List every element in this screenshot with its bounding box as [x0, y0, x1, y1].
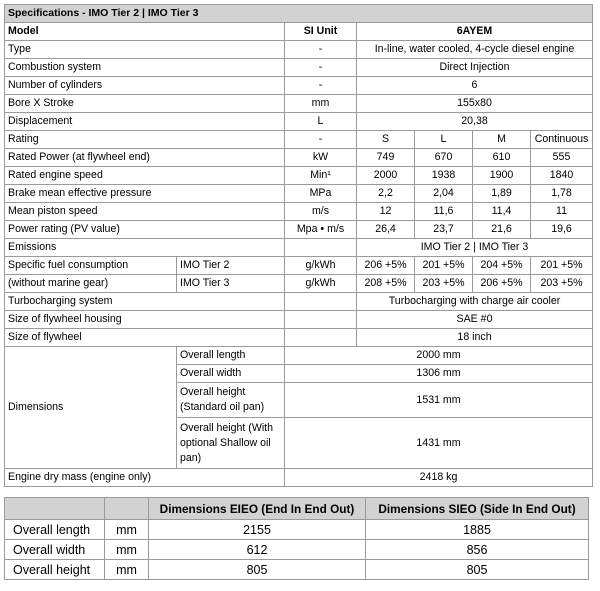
- label-emissions: Emissions: [5, 239, 285, 257]
- label-rated-power: Rated Power (at flywheel end): [5, 149, 285, 167]
- label-rating: Rating: [5, 131, 285, 149]
- value-combustion: Direct Injection: [357, 59, 593, 77]
- value-flywheel: 18 inch: [357, 329, 593, 347]
- label-cylinders: Number of cylinders: [5, 77, 285, 95]
- sub-sfc-tier3: IMO Tier 3: [177, 275, 285, 293]
- piston-speed-continuous: 11: [531, 203, 593, 221]
- unit-flywheel-housing: [285, 311, 357, 329]
- piston-speed-s: 12: [357, 203, 415, 221]
- unit-rated-power: kW: [285, 149, 357, 167]
- label-sfc-note: (without marine gear): [5, 275, 177, 293]
- rated-power-m: 610: [473, 149, 531, 167]
- rated-power-l: 670: [415, 149, 473, 167]
- row-power-rating: [5, 221, 593, 239]
- label-turbo: Turbocharging system: [5, 293, 285, 311]
- dims-header-unit-blank: [105, 498, 149, 520]
- power-rating-m: 21,6: [473, 221, 531, 239]
- sfc-tier2-continuous: 201 +5%: [531, 257, 593, 275]
- dims-header-row: [5, 498, 589, 520]
- row-bore: [5, 95, 593, 113]
- spec-header-row: [5, 23, 593, 41]
- label-displacement: Displacement: [5, 113, 285, 131]
- dims-width-label: Overall width: [5, 540, 105, 560]
- power-rating-l: 23,7: [415, 221, 473, 239]
- dims-length-unit: mm: [105, 520, 149, 540]
- row-flywheel: [5, 329, 593, 347]
- unit-rated-speed: Min¹: [285, 167, 357, 185]
- row-rated-power: [5, 149, 593, 167]
- label-flywheel-housing: Size of flywheel housing: [5, 311, 285, 329]
- dims-height-label: Overall height: [5, 560, 105, 580]
- dim-length-label: Overall length: [177, 347, 285, 365]
- dims-height-eieo: 805: [149, 560, 366, 580]
- dims-header-sieo: Dimensions SIEO (Side In End Out): [366, 498, 589, 520]
- rated-power-continuous: 555: [531, 149, 593, 167]
- row-dim-length: [5, 347, 593, 365]
- rated-power-s: 749: [357, 149, 415, 167]
- label-dimensions: Dimensions: [5, 347, 177, 469]
- header-model: Model: [5, 23, 285, 41]
- dims-row-length: [5, 520, 589, 540]
- gear-dimensions-table: [4, 497, 589, 580]
- rating-l: L: [415, 131, 473, 149]
- row-bmep: [5, 185, 593, 203]
- rated-speed-continuous: 1840: [531, 167, 593, 185]
- row-rated-speed: [5, 167, 593, 185]
- sub-sfc-tier2: IMO Tier 2: [177, 257, 285, 275]
- dim-length-value: 2000 mm: [285, 347, 593, 365]
- unit-displacement: L: [285, 113, 357, 131]
- label-power-rating: Power rating (PV value): [5, 221, 285, 239]
- label-flywheel: Size of flywheel: [5, 329, 285, 347]
- row-sfc-tier2: [5, 257, 593, 275]
- dim-height-standard-label: Overall height (Standard oil pan): [177, 383, 285, 418]
- row-emissions: [5, 239, 593, 257]
- value-cylinders: 6: [357, 77, 593, 95]
- label-bmep: Brake mean effective pressure: [5, 185, 285, 203]
- header-si-unit: SI Unit: [285, 23, 357, 41]
- row-turbo: [5, 293, 593, 311]
- unit-combustion: -: [285, 59, 357, 77]
- value-flywheel-housing: SAE #0: [357, 311, 593, 329]
- value-type: In-line, water cooled, 4-cycle diesel engine: [357, 41, 593, 59]
- sfc-tier3-l: 203 +5%: [415, 275, 473, 293]
- value-dry-mass: 2418 kg: [285, 469, 593, 487]
- sfc-tier2-l: 201 +5%: [415, 257, 473, 275]
- dims-row-width: [5, 540, 589, 560]
- label-dry-mass: Engine dry mass (engine only): [5, 469, 285, 487]
- label-combustion: Combustion system: [5, 59, 285, 77]
- rated-speed-l: 1938: [415, 167, 473, 185]
- dims-length-sieo: 1885: [366, 520, 589, 540]
- row-type: [5, 41, 593, 59]
- unit-bmep: MPa: [285, 185, 357, 203]
- rated-speed-m: 1900: [473, 167, 531, 185]
- unit-power-rating: Mpa • m/s: [285, 221, 357, 239]
- label-bore: Bore X Stroke: [5, 95, 285, 113]
- dims-height-sieo: 805: [366, 560, 589, 580]
- label-type: Type: [5, 41, 285, 59]
- piston-speed-m: 11,4: [473, 203, 531, 221]
- sfc-tier2-m: 204 +5%: [473, 257, 531, 275]
- rated-speed-s: 2000: [357, 167, 415, 185]
- row-displacement: [5, 113, 593, 131]
- value-displacement: 20,38: [357, 113, 593, 131]
- dims-width-sieo: 856: [366, 540, 589, 560]
- row-rating: [5, 131, 593, 149]
- sfc-tier3-m: 206 +5%: [473, 275, 531, 293]
- rating-continuous: Continuous: [531, 131, 593, 149]
- power-rating-s: 26,4: [357, 221, 415, 239]
- row-dry-mass: [5, 469, 593, 487]
- spec-title-row: [5, 5, 593, 23]
- unit-bore: mm: [285, 95, 357, 113]
- sfc-tier2-s: 206 +5%: [357, 257, 415, 275]
- dim-width-label: Overall width: [177, 365, 285, 383]
- dim-width-value: 1306 mm: [285, 365, 593, 383]
- row-cylinders: [5, 77, 593, 95]
- dims-length-eieo: 2155: [149, 520, 366, 540]
- dims-length-label: Overall length: [5, 520, 105, 540]
- dim-height-standard-value: 1531 mm: [285, 383, 593, 418]
- header-model-name: 6AYEM: [357, 23, 593, 41]
- sfc-tier3-continuous: 203 +5%: [531, 275, 593, 293]
- rating-s: S: [357, 131, 415, 149]
- dim-height-shallow-label: Overall height (With optional Shallow oil pan): [177, 418, 285, 469]
- bmep-m: 1,89: [473, 185, 531, 203]
- row-combustion: [5, 59, 593, 77]
- label-sfc: Specific fuel consumption: [5, 257, 177, 275]
- dims-width-eieo: 612: [149, 540, 366, 560]
- value-emissions: IMO Tier 2 | IMO Tier 3: [357, 239, 593, 257]
- row-sfc-tier3: [5, 275, 593, 293]
- dims-height-unit: mm: [105, 560, 149, 580]
- spec-title: Specifications - IMO Tier 2 | IMO Tier 3: [5, 5, 593, 23]
- dims-header-blank: [5, 498, 105, 520]
- unit-piston-speed: m/s: [285, 203, 357, 221]
- unit-rating: -: [285, 131, 357, 149]
- value-turbo: Turbocharging with charge air cooler: [357, 293, 593, 311]
- label-rated-speed: Rated engine speed: [5, 167, 285, 185]
- unit-type: -: [285, 41, 357, 59]
- unit-cylinders: -: [285, 77, 357, 95]
- value-bore: 155x80: [357, 95, 593, 113]
- dims-width-unit: mm: [105, 540, 149, 560]
- unit-turbo: [285, 293, 357, 311]
- row-flywheel-housing: [5, 311, 593, 329]
- label-piston-speed: Mean piston speed: [5, 203, 285, 221]
- dim-height-shallow-value: 1431 mm: [285, 418, 593, 469]
- bmep-s: 2,2: [357, 185, 415, 203]
- dims-header-eieo: Dimensions EIEO (End In End Out): [149, 498, 366, 520]
- specifications-table: [4, 4, 593, 487]
- bmep-l: 2,04: [415, 185, 473, 203]
- sfc-tier3-s: 208 +5%: [357, 275, 415, 293]
- bmep-continuous: 1,78: [531, 185, 593, 203]
- row-piston-speed: [5, 203, 593, 221]
- unit-sfc-tier2: g/kWh: [285, 257, 357, 275]
- unit-flywheel: [285, 329, 357, 347]
- unit-emissions: [285, 239, 357, 257]
- unit-sfc-tier3: g/kWh: [285, 275, 357, 293]
- piston-speed-l: 11,6: [415, 203, 473, 221]
- power-rating-continuous: 19,6: [531, 221, 593, 239]
- dims-row-height: [5, 560, 589, 580]
- rating-m: M: [473, 131, 531, 149]
